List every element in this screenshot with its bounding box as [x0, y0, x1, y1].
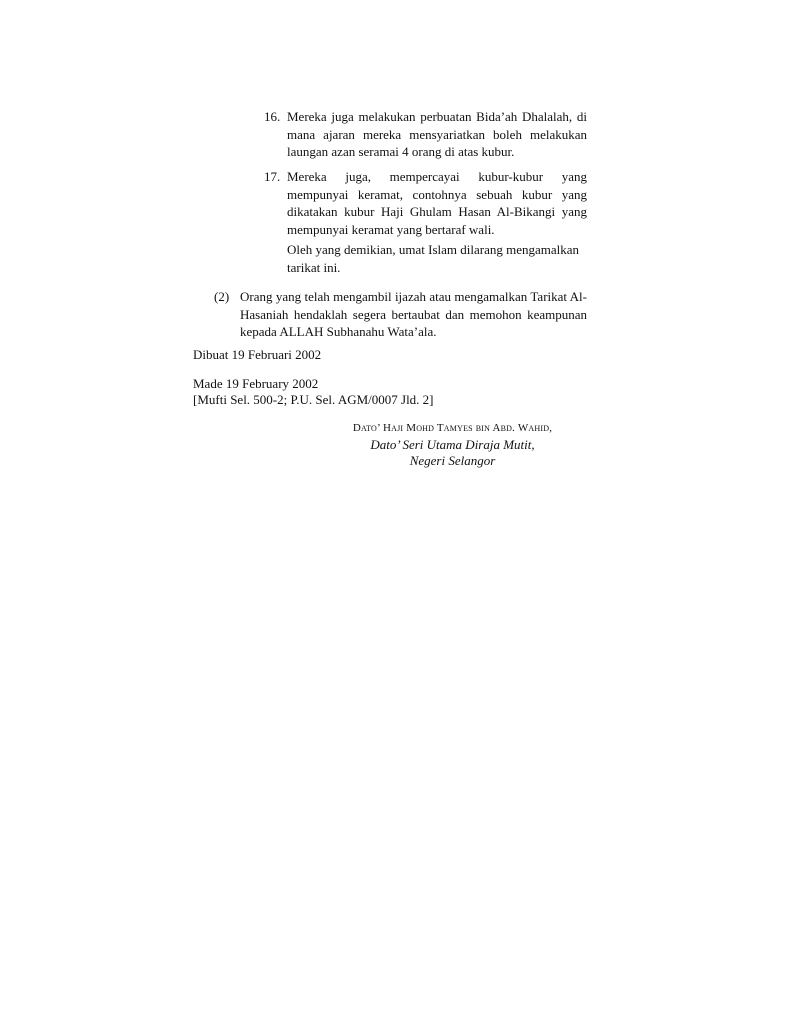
reference-citation: [Mufti Sel. 500-2; P.U. Sel. AGM/0007 Jld. 2]: [193, 392, 434, 407]
list-item-17: [258, 168, 588, 240]
signatory-state: Negeri Selangor: [409, 453, 496, 468]
signatory-name: Dato’ Haji Mohd Tamyes bin Abd. Wahid,: [352, 422, 553, 434]
item-text: Mereka juga, mempercayai kubur-kubur yang mempunyai keramat, contohnya sebuah kubur yang dikatakan kubur Haji Ghulam Hasan Al-Bikangi yang mempunyai keramat yang bertaraf wali.: [287, 169, 587, 237]
date-malay: Dibuat 19 Februari 2002: [193, 347, 322, 362]
item-number: 17.: [264, 169, 281, 184]
clause-number: (2): [214, 289, 230, 304]
clause-2: [214, 288, 588, 342]
signatory-title: Dato’ Seri Utama Diraja Mutit,: [370, 437, 535, 452]
date-english: Made 19 February 2002: [193, 376, 319, 391]
list-item-16: [258, 108, 588, 162]
item-number: 16.: [264, 109, 281, 124]
clause-text: Orang yang telah mengambil ijazah atau mengamalkan Tarikat Al-Hasaniah hendaklah segera bertaubat dan memohon keampunan kepada ALLAH Subhanahu Wata’ala.: [240, 289, 587, 339]
conclusion-text: Oleh yang demikian, umat Islam dilarang mengamalkan tarikat ini.: [287, 242, 580, 275]
item-text: Mereka juga melakukan perbuatan Bida’ah Dhalalah, di mana ajaran mereka mensyariatkan boleh melakukan laungan azan seramai 4 orang di atas kubur.: [287, 109, 587, 159]
